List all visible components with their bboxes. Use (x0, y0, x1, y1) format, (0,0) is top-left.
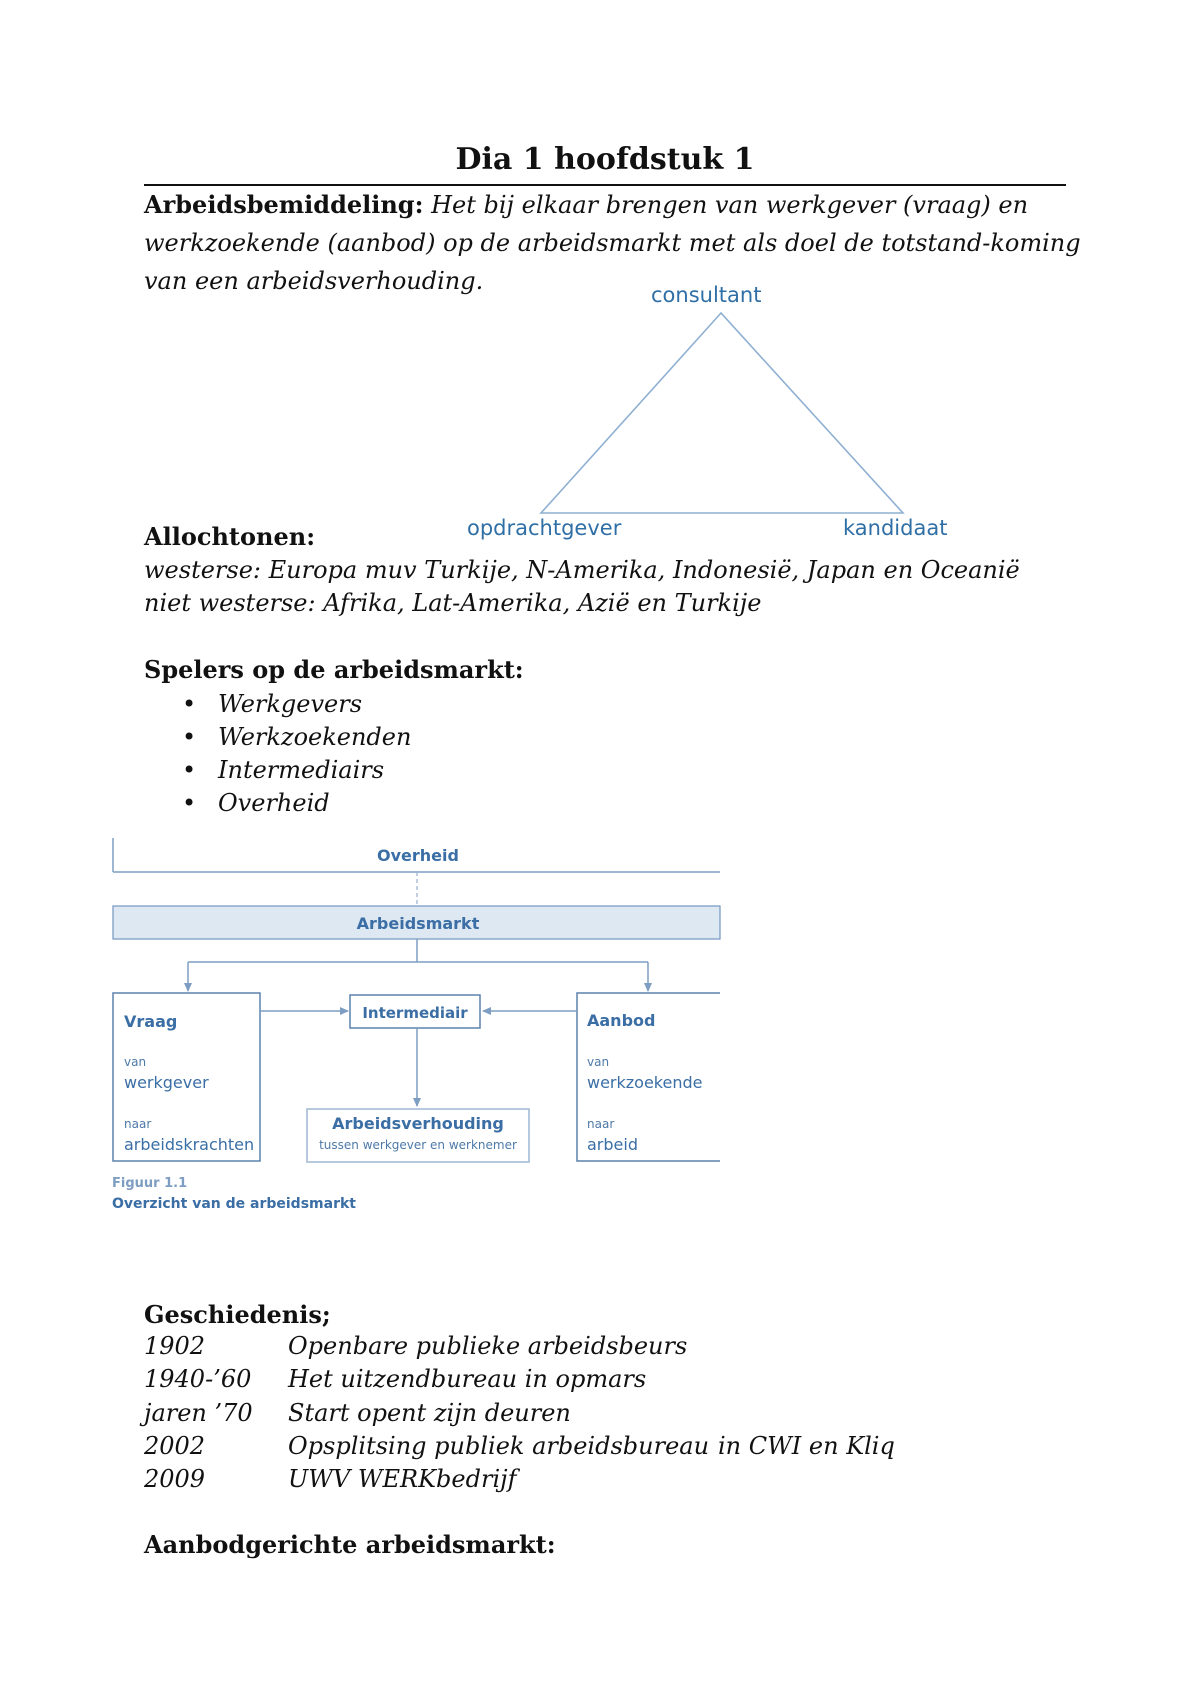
vraag-van: van (124, 1055, 147, 1069)
history-desc: Openbare publieke arbeidsbeurs (288, 1332, 688, 1360)
allochtonen-niet-westerse: niet westerse: Afrika, Lat-Amerika, Azië en Turkije (144, 589, 762, 617)
arbeidsverhouding-title: Arbeidsverhouding (332, 1114, 504, 1133)
triangle-shape (541, 313, 903, 513)
history-extra: in CWI en Kliq (718, 1432, 895, 1460)
triangle-label-consultant: consultant (651, 283, 762, 307)
allochtonen-westerse: westerse: Europa muv Turkije, N-Amerika, Indonesië, Japan en Oceanië (144, 556, 1020, 584)
figure-caption-text: Overzicht van de arbeidsmarkt (112, 1196, 356, 1212)
history-year: 2009 (144, 1465, 206, 1493)
list-item: • Intermediairs (144, 754, 411, 787)
aanbod-werkzoekende: werkzoekende (587, 1073, 703, 1092)
figure-caption-number: Figuur 1.1 (112, 1176, 188, 1191)
history-year: 1902 (144, 1332, 206, 1360)
arbeidsverhouding-sub: tussen werkgever en werknemer (319, 1138, 517, 1152)
aanbod-arbeid: arbeid (587, 1135, 638, 1154)
aanbod-van: van (587, 1055, 610, 1069)
vraag-title: Vraag (124, 1012, 178, 1031)
aanbod-title: Aanbod (587, 1011, 656, 1030)
definition-text: Het bij elkaar brengen van werkgever (vraag) en werkzoekende (aanbod) op de arbeidsmarkt met als doel de totstand-koming van een arbeidsverhouding. (144, 191, 1081, 295)
consultant-triangle-diagram (430, 280, 990, 550)
players-heading: Spelers op de arbeidsmarkt: (144, 655, 524, 684)
history-desc: Het uitzendbureau in opmars (288, 1365, 647, 1393)
vraag-naar: naar (124, 1117, 152, 1131)
aanbod-naar: naar (587, 1117, 615, 1131)
history-desc: Opsplitsing publiek arbeidsbureau (288, 1432, 710, 1460)
history-year: 2002 (144, 1432, 206, 1460)
list-item: • Werkzoekenden (144, 721, 411, 754)
definition-term: Arbeidsbemiddeling: (144, 190, 424, 219)
overheid-label: Overheid (377, 846, 459, 865)
history-year: jaren ’70 (144, 1399, 253, 1427)
history-desc: Start opent zijn deuren (288, 1399, 571, 1427)
arbeidsmarkt-label: Arbeidsmarkt (356, 914, 480, 933)
page-title: Dia 1 hoofdstuk 1 (455, 142, 755, 177)
triangle-label-kandidaat: kandidaat (843, 516, 948, 540)
labour-market-figure (100, 830, 740, 1230)
allochtonen-heading: Allochtonen: (144, 522, 316, 551)
history-desc: UWV WERKbedrijf (288, 1465, 517, 1493)
triangle-label-opdrachtgever: opdrachtgever (467, 516, 622, 540)
vraag-arbeidskrachten: arbeidskrachten (124, 1135, 255, 1154)
list-item: • Overheid (144, 787, 411, 820)
players-list (144, 688, 411, 820)
history-heading: Geschiedenis; (144, 1300, 331, 1329)
history-year: 1940-’60 (144, 1365, 252, 1393)
intermediair-label: Intermediair (362, 1004, 468, 1022)
list-item: • Werkgevers (144, 688, 411, 721)
aanbodgerichte-heading: Aanbodgerichte arbeidsmarkt: (144, 1530, 556, 1559)
vraag-werkgever: werkgever (124, 1073, 209, 1092)
